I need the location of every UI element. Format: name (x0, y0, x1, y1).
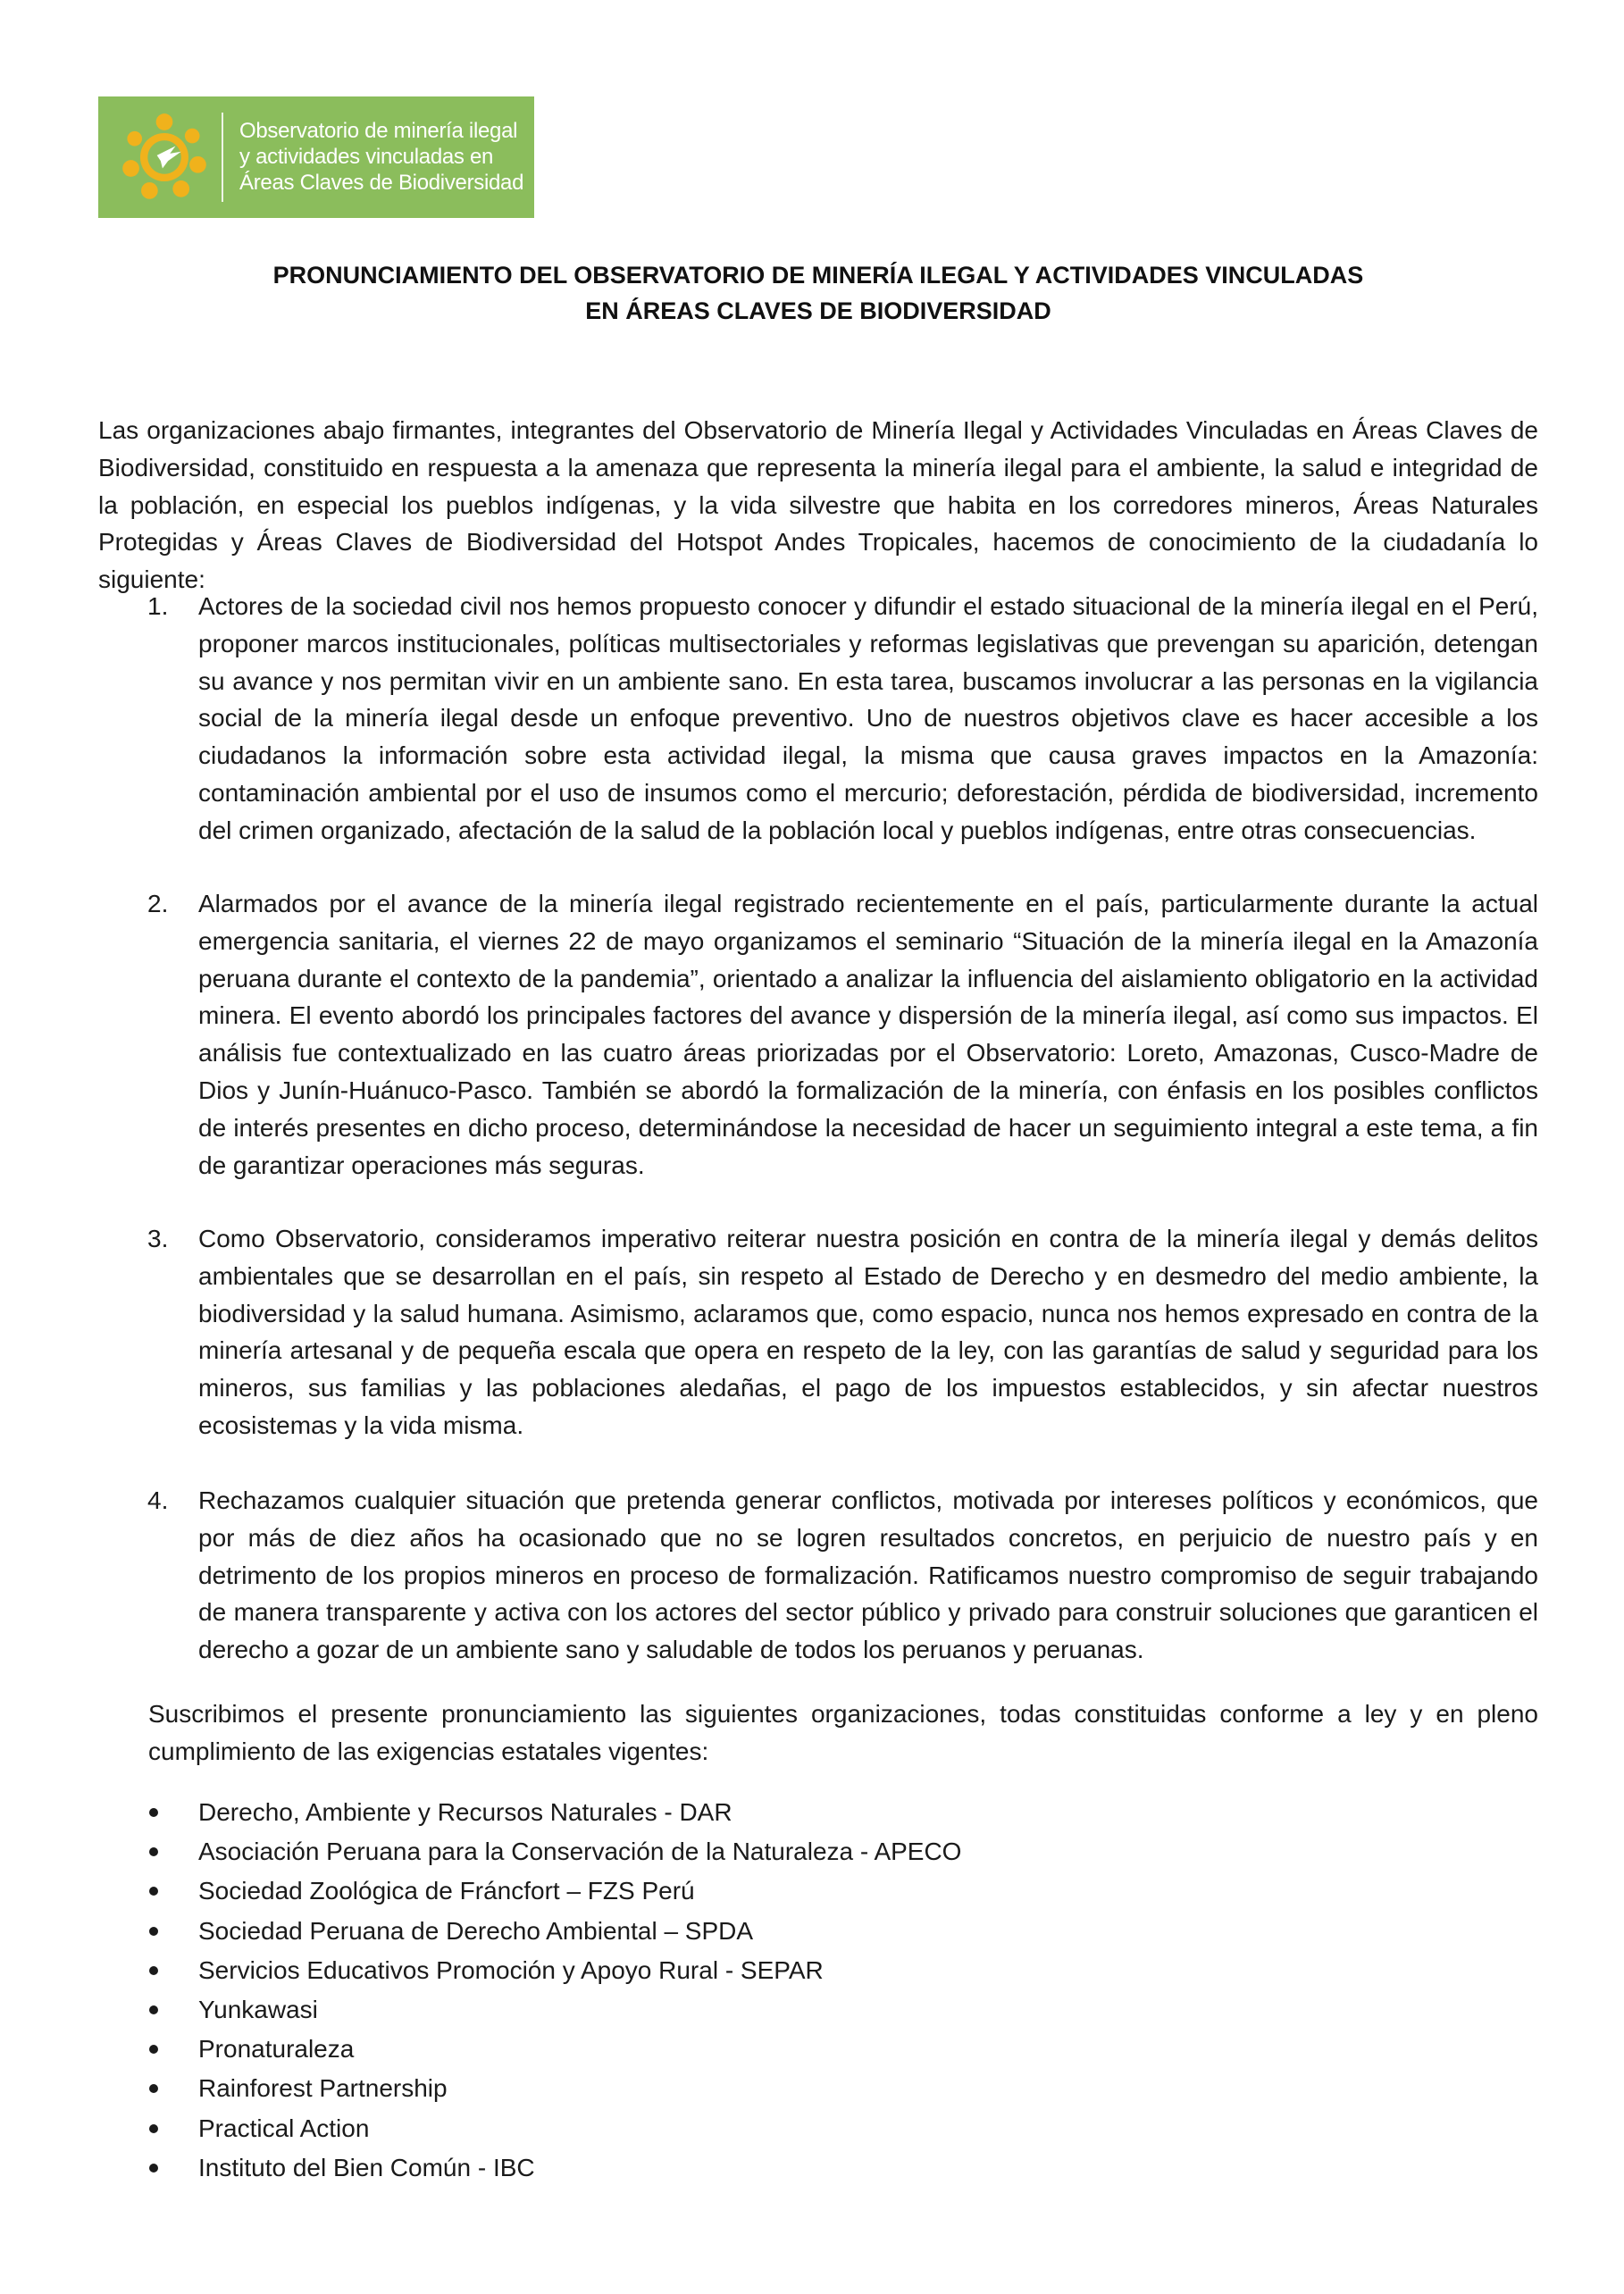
organization-name: Sociedad Peruana de Derecho Ambiental – SPDA (198, 1916, 754, 1945)
organization-item (98, 2148, 1538, 2188)
hummingbird-ring-icon (118, 111, 211, 204)
item-number: 1. (147, 592, 169, 620)
organization-item (98, 1871, 1538, 1911)
intro-paragraph: Las organizaciones abajo firmantes, integrantes del Observatorio de Minería Ilegal y Actividades Vinculadas en Áreas Claves de Biodiversidad, constituido en respuesta a la amenaza que representa la minería ilegal para el ambiente, la salud e integridad de la población, en especial los pueblos indígenas, y la vida silvestre que habita en los corredores mineros, Áreas Naturales Protegidas y Áreas Claves de Biodiversidad del Hotspot Andes Tropicales, hacemos de conocimiento de la ciudadanía lo siguiente: (98, 416, 1538, 594)
organization-name: Sociedad Zoológica de Fráncfort – FZS Perú (198, 1877, 695, 1905)
bullet-icon (149, 2124, 158, 2133)
bullet-icon (149, 1847, 158, 1856)
logo-line-3: Áreas Claves de Biodiversidad (239, 171, 524, 195)
logo-text (239, 118, 523, 196)
logo-line-2: y actividades vinculadas en (239, 145, 494, 169)
organization-item (98, 2030, 1538, 2069)
organization-name: Instituto del Bien Común - IBC (198, 2153, 535, 2181)
organization-item (98, 1912, 1538, 1951)
logo-line-1: Observatorio de minería ilegal (239, 119, 518, 143)
organization-name: Servicios Educativos Promoción y Apoyo Rural - SEPAR (198, 1955, 824, 1984)
document-title (98, 257, 1538, 329)
organization-item (98, 1990, 1538, 2030)
bullet-icon (149, 1927, 158, 1936)
item-number: 4. (147, 1486, 169, 1514)
title-line-2: EN ÁREAS CLAVES DE BIODIVERSIDAD (585, 297, 1051, 324)
bullet-icon (149, 2084, 158, 2093)
item-text: Rechazamos cualquier situación que pretenda generar conflictos, motivada por intereses políticos y económicos, que por más de diez años ha ocasionado que no se logren resultados concretos, en perjuicio de nuestro país y en detrimento de los propios mineros en proceso de formalización. Ratificamos nuestro compromiso de seguir trabajando de manera transparente y activa con los actores del sector público y privado para construir soluciones que garanticen el derecho a gozar de un ambiente sano y saludable de todos los peruanos y peruanas. (198, 1486, 1538, 1664)
organization-item (98, 1793, 1538, 1832)
bullet-icon (149, 2005, 158, 2014)
title-line-1: PRONUNCIAMIENTO DEL OBSERVATORIO DE MINERÍA ILEGAL Y ACTIVIDADES VINCULADAS (272, 262, 1364, 289)
bullet-icon (149, 2045, 158, 2054)
organization-name: Rainforest Partnership (198, 2074, 448, 2103)
item-number: 3. (147, 1225, 169, 1252)
signatories-intro: Suscribimos el presente pronunciamiento las siguientes organizaciones, todas constituidas conforme a ley y en pleno cumplimiento de las exigencias estatales vigentes: (148, 1700, 1538, 1765)
organization-name: Derecho, Ambiente y Recursos Naturales - DAR (198, 1798, 732, 1826)
item-text: Alarmados por el avance de la minería ilegal registrado recientemente en el país, particularmente durante la actual emergencia sanitaria, el viernes 22 de mayo organizamos el seminario “Situación de la minería ilegal en la Amazonía peruana durante el contexto de la pandemia”, orientado a analizar la influencia del aislamiento obligatorio en la actividad minera. El evento abordó los principales factores del avance y dispersión de la minería ilegal, así como sus impactos. El análisis fue contextualizado en las cuatro áreas priorizadas por el Observatorio: Loreto, Amazonas, Cusco-Madre de Dios y Junín-Huánuco-Pasco. También se abordó la formalización de la minería, con énfasis en los posibles conflictos de interés presentes en dicho proceso, determinándose la necesidad de hacer un seguimiento integral a este tema, a fin de garantizar operaciones más seguras. (198, 890, 1538, 1179)
item-text: Actores de la sociedad civil nos hemos propuesto conocer y difundir el estado situacional de la minería ilegal en el Perú, proponer marcos institucionales, políticas multisectoriales y reformas legislativas que prevengan su aparición, detengan su avance y nos permitan vivir en un ambiente sano. En esta tarea, buscamos involucrar a las personas en la vigilancia social de la minería ilegal desde un enfoque preventivo. Uno de nuestros objetivos clave es hacer accesible a los ciudadanos la información sobre esta actividad ilegal, la misma que causa graves impactos en la Amazonía: contaminación ambiental por el uso de insumos como el mercurio; deforestación, pérdida de biodiversidad, incremento del crimen organizado, afectación de la salud de la población local y pueblos indígenas, entre otras consecuencias. (198, 592, 1538, 844)
organization-name: Pronaturaleza (198, 2035, 355, 2064)
organization-item (98, 1832, 1538, 1871)
organization-item (98, 1951, 1538, 1990)
organization-item (98, 2109, 1538, 2148)
item-text: Como Observatorio, consideramos imperativo reiterar nuestra posición en contra de la minería ilegal y demás delitos ambientales que se desarrollan en el país, sin respeto al Estado de Derecho y en desmedro del medio ambiente, la biodiversidad y la salud humana. Asimismo, aclaramos que, como espacio, nunca nos hemos expresado en contra de la minería artesanal y de pequeña escala que opera en respeto de la ley, con las garantías de salud y seguridad para los mineros, sus familias y las poblaciones aledañas, el pago de los impuestos establecidos, y sin afectar nuestros ecosistemas y la vida misma. (198, 1225, 1538, 1439)
bullet-icon (149, 1966, 158, 1975)
logo-divider (222, 113, 223, 202)
bullet-icon (149, 1808, 158, 1817)
organization-name: Practical Action (198, 2114, 370, 2142)
bullet-icon (149, 2164, 158, 2173)
item-number: 2. (147, 890, 169, 917)
organization-item (98, 2069, 1538, 2108)
organization-name: Asociación Peruana para la Conservación de la Naturaleza - APECO (198, 1838, 962, 1866)
bullet-icon (149, 1887, 158, 1896)
observatory-logo (98, 96, 534, 218)
organization-list (98, 1793, 1538, 2188)
organization-name: Yunkawasi (198, 1995, 318, 2023)
